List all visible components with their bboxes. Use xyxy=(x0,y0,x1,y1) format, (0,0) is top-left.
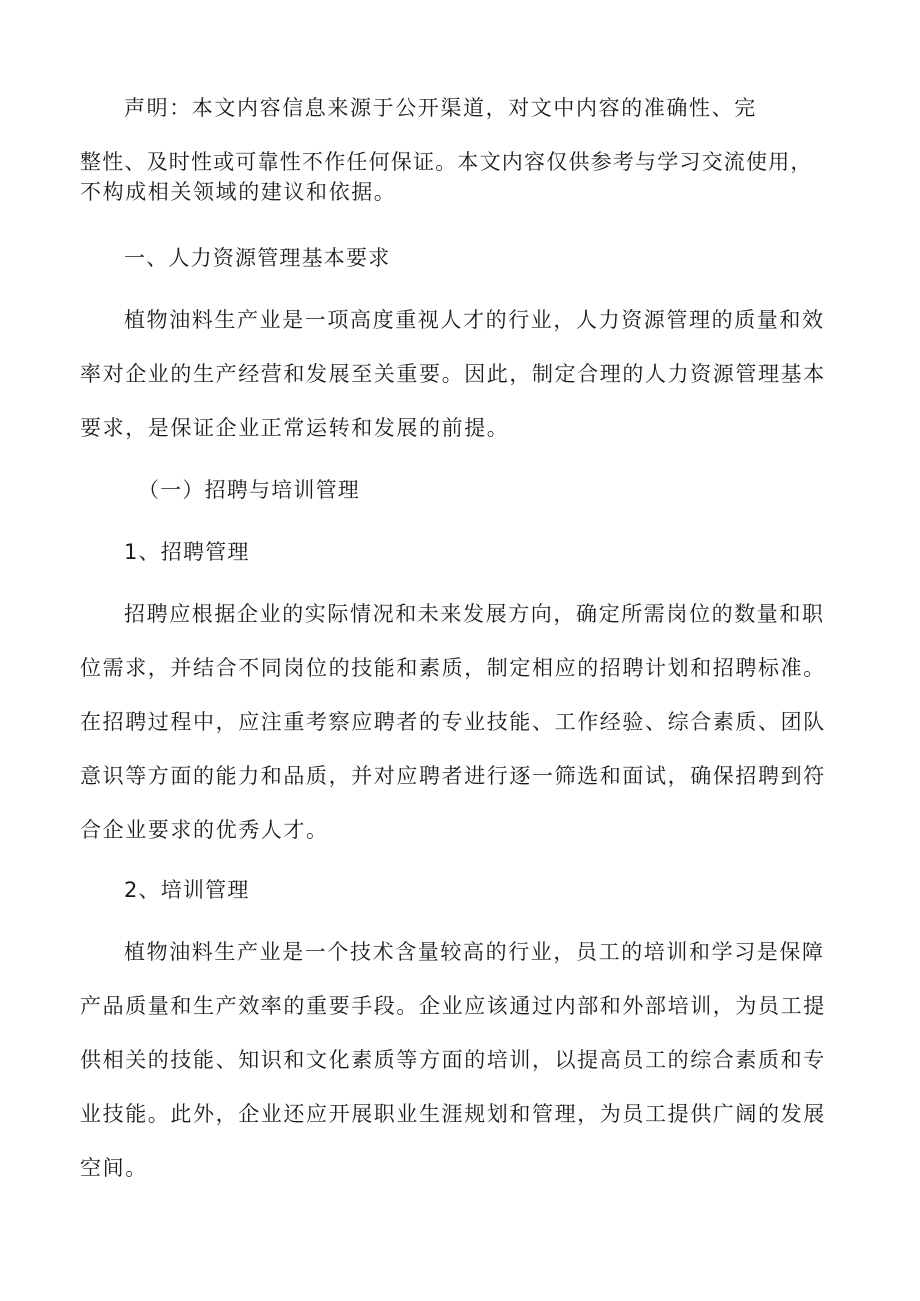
subsection-heading: （一）招聘与培训管理 xyxy=(138,478,360,502)
paragraph-line: 产品质量和生产效率的重要手段。企业应该通过内部和外部培训，为员工提 xyxy=(80,994,826,1018)
paragraph-line: 空间。 xyxy=(80,1156,148,1180)
paragraph-line: 位需求，并结合不同岗位的技能和素质，制定相应的招聘计划和招聘标准。 xyxy=(80,656,826,680)
item-heading: 2、培训管理 xyxy=(124,878,250,902)
paragraph-line: 要求，是保证企业正常运转和发展的前提。 xyxy=(80,416,510,440)
paragraph-line: 招聘应根据企业的实际情况和未来发展方向，确定所需岗位的数量和职 xyxy=(124,602,825,626)
disclaimer-line: 声明：本文内容信息来源于公开渠道，对文中内容的准确性、完 xyxy=(124,96,757,120)
paragraph-line: 植物油料生产业是一个技术含量较高的行业，员工的培训和学习是保障 xyxy=(124,940,825,964)
paragraph-line: 意识等方面的能力和品质，并对应聘者进行逐一筛选和面试，确保招聘到符 xyxy=(80,764,826,788)
item-heading: 1、招聘管理 xyxy=(124,540,250,564)
paragraph-line: 业技能。此外，企业还应开展职业生涯规划和管理，为员工提供广阔的发展 xyxy=(80,1102,826,1126)
paragraph-line: 合企业要求的优秀人才。 xyxy=(80,818,329,842)
paragraph-line: 供相关的技能、知识和文化素质等方面的培训，以提高员工的综合素质和专 xyxy=(80,1048,826,1072)
disclaimer-line: 整性、及时性或可靠性不作任何保证。本文内容仅供参考与学习交流使用， xyxy=(80,150,813,174)
paragraph-line: 率对企业的生产经营和发展至关重要。因此，制定合理的人力资源管理基本 xyxy=(80,362,826,386)
section-heading: 一、人力资源管理基本要求 xyxy=(124,246,391,270)
disclaimer-line: 不构成相关领域的建议和依据。 xyxy=(80,180,397,204)
paragraph-line: 在招聘过程中，应注重考察应聘者的专业技能、工作经验、综合素质、团队 xyxy=(80,710,826,734)
paragraph-line: 植物油料生产业是一项高度重视人才的行业，人力资源管理的质量和效 xyxy=(124,308,825,332)
